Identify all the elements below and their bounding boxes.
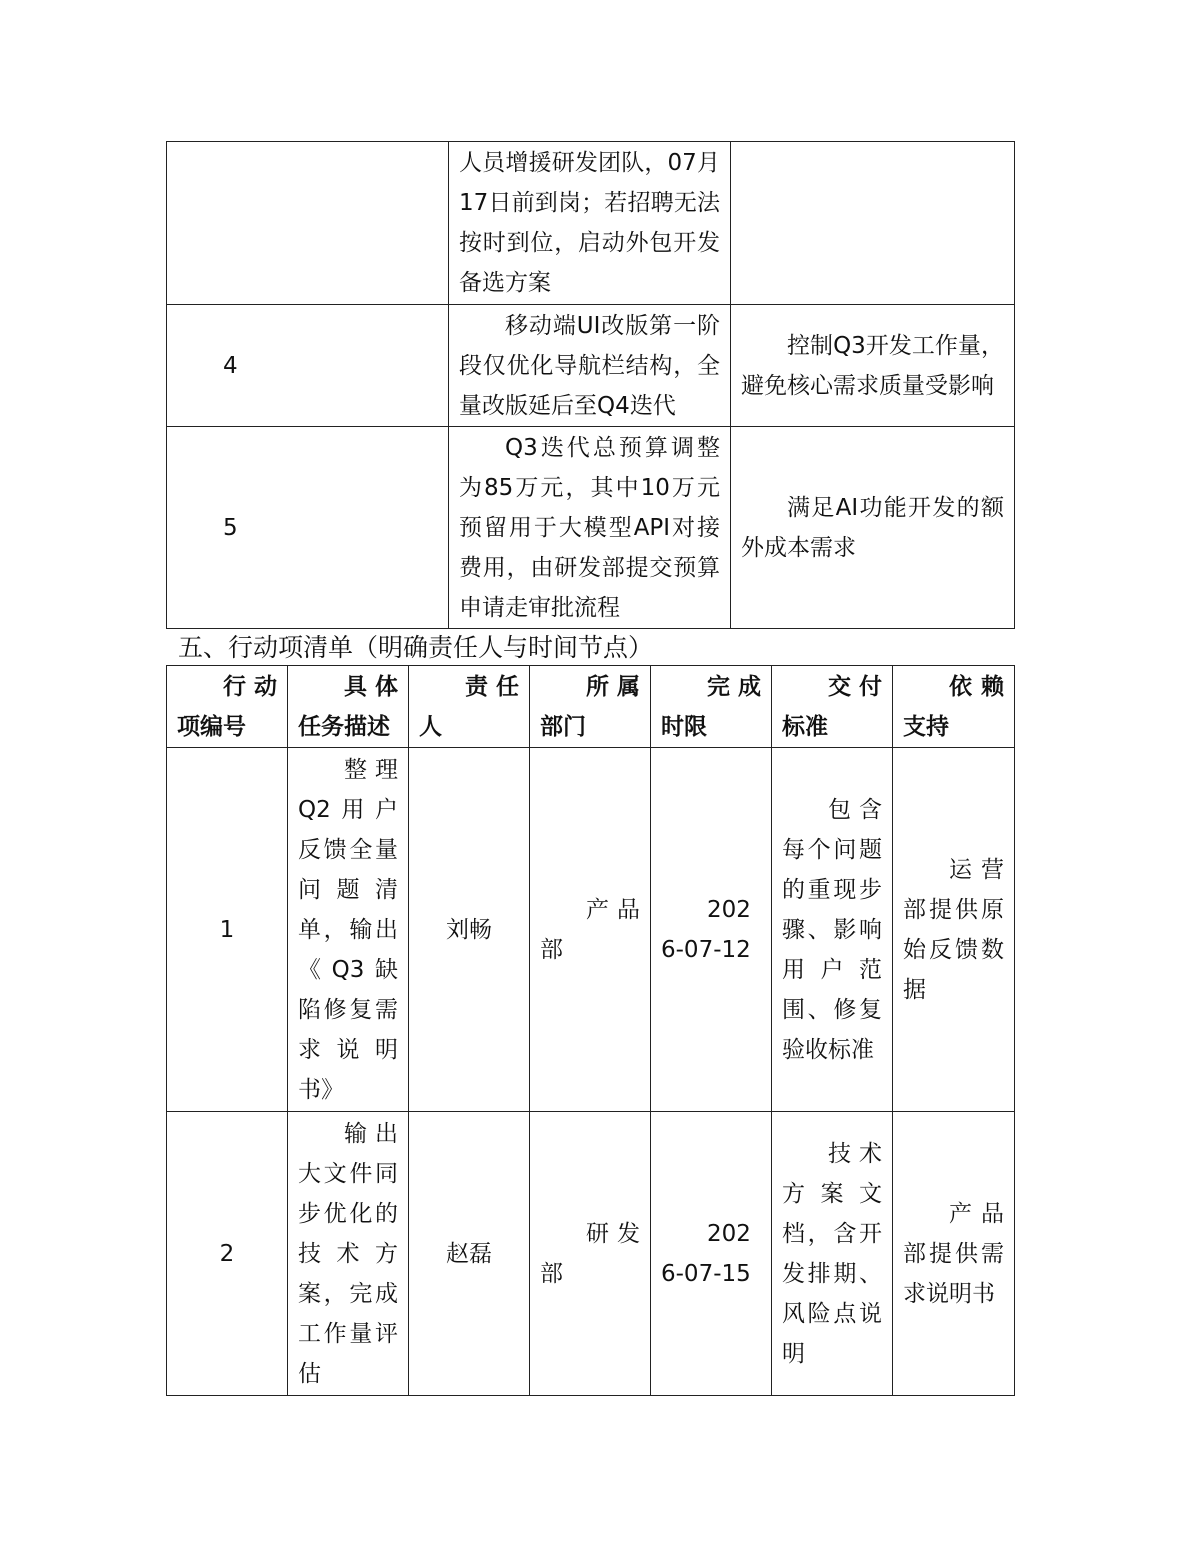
measure-cell: 移动端UI改版第一阶段仅优化导航栏结构，全量改版延后至Q4迭代 bbox=[449, 305, 731, 427]
measure-index-cell: 4 bbox=[167, 305, 449, 427]
header-action-id: 行动项编号 bbox=[167, 666, 288, 748]
table-row bbox=[167, 142, 1015, 305]
purpose-cell: 满足AI功能开发的额外成本需求 bbox=[731, 427, 1015, 629]
section-heading: 五、行动项清单（明确责任人与时间节点） bbox=[178, 633, 654, 662]
dept-cell: 研发部 bbox=[530, 1112, 651, 1396]
measures-table bbox=[166, 141, 1015, 629]
table-row bbox=[167, 427, 1015, 629]
task-cell: 整理Q2用户反馈全量问题清单，输出《Q3缺陷修复需求说明书》 bbox=[288, 748, 409, 1112]
action-id-cell: 1 bbox=[167, 748, 288, 1112]
purpose-cell bbox=[731, 142, 1015, 305]
measure-cell: 人员增援研发团队，07月17日前到岗；若招聘无法按时到位，启动外包开发备选方案 bbox=[449, 142, 731, 305]
measure-index-cell bbox=[167, 142, 449, 305]
dependency-cell: 产品部提供需求说明书 bbox=[893, 1112, 1015, 1396]
deadline-cell: 2026-07-12 bbox=[651, 748, 772, 1112]
action-id-cell: 2 bbox=[167, 1112, 288, 1396]
deadline-cell: 2026-07-15 bbox=[651, 1112, 772, 1396]
header-dept: 所属部门 bbox=[530, 666, 651, 748]
header-deadline: 完成时限 bbox=[651, 666, 772, 748]
dept-cell: 产品部 bbox=[530, 748, 651, 1112]
measure-index-cell: 5 bbox=[167, 427, 449, 629]
owner-cell: 刘畅 bbox=[409, 748, 530, 1112]
table-row bbox=[167, 1112, 1015, 1396]
dependency-cell: 运营部提供原始反馈数据 bbox=[893, 748, 1015, 1112]
table-header-row bbox=[167, 666, 1015, 748]
header-dependency: 依赖支持 bbox=[893, 666, 1015, 748]
header-deliverable: 交付标准 bbox=[772, 666, 893, 748]
header-task: 具体任务描述 bbox=[288, 666, 409, 748]
deliverable-cell: 技术方案文档，含开发排期、风险点说明 bbox=[772, 1112, 893, 1396]
purpose-cell: 控制Q3开发工作量，避免核心需求质量受影响 bbox=[731, 305, 1015, 427]
task-cell: 输出大文件同步优化的技术方案，完成工作量评估 bbox=[288, 1112, 409, 1396]
action-items-table bbox=[166, 665, 1015, 1396]
header-owner: 责任人 bbox=[409, 666, 530, 748]
table-row bbox=[167, 305, 1015, 427]
table-row bbox=[167, 748, 1015, 1112]
owner-cell: 赵磊 bbox=[409, 1112, 530, 1396]
measure-cell: Q3迭代总预算调整为85万元，其中10万元预留用于大模型API对接费用，由研发部提交预算申请走审批流程 bbox=[449, 427, 731, 629]
deliverable-cell: 包含每个问题的重现步骤、影响用户范围、修复验收标准 bbox=[772, 748, 893, 1112]
